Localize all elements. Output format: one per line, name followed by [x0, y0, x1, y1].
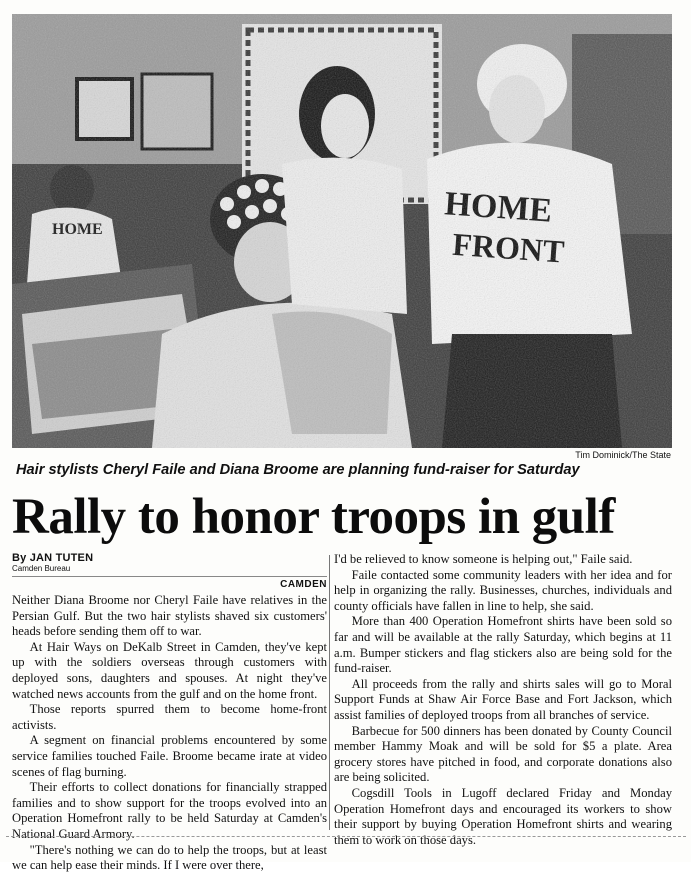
- article-column-1: [12, 552, 327, 874]
- paragraph: Their efforts to collect donations for financially strapped families and to show support for the troops evolved into an Operation Homefront rally to be held Saturday at Camden's National Guard Armory.: [12, 780, 327, 841]
- headline: Rally to honor troops in gulf: [12, 489, 615, 545]
- dateline: CAMDEN: [12, 576, 327, 592]
- paragraph: More than 400 Operation Homefront shirts have been sold so far and will be available at the rally Saturday, which begins at 11 a.m. Bumper stickers and flag stickers also are being sold for the fund-raiser.: [334, 614, 672, 676]
- paragraph: All proceeds from the rally and shirts sales will go to Moral Support Funds at Shaw Air Force Base and Fort Jackson, which assist families of deployed troops from all branches of service.: [334, 676, 672, 722]
- paragraph: Those reports spurred them to become home-front activists.: [12, 702, 327, 732]
- news-photo: [12, 14, 672, 448]
- byline: By JAN TUTEN: [12, 552, 94, 564]
- column-divider: [329, 555, 330, 830]
- paragraph: Neither Diana Broome nor Cheryl Faile have relatives in the Persian Gulf. But the two hair stylists shaved six customers' heads before sending them off to war.: [12, 593, 327, 639]
- paragraph: Cogsdill Tools in Lugoff declared Friday and Monday Operation Homefront days and encouraged its workers to show their support by buying Operation Homefront shirts and wearing them to work on those days.: [334, 785, 672, 847]
- paragraph: Faile contacted some community leaders with her idea and for help in organizing the rally. Businesses, churches, individuals and county officials have fallen in line to help, she said.: [334, 567, 672, 613]
- photo-caption: Hair stylists Cheryl Faile and Diana Broome are planning fund-raiser for Saturday: [16, 462, 580, 478]
- paragraph: Barbecue for 500 dinners has been donated by County Council member Hammy Moak and will be sold for $5 a plate. Area grocery stores have pitched in food, and corporate donations also are being solicited.: [334, 723, 672, 785]
- paragraph: A segment on financial problems encountered by some service families touched Faile. Broome became irate at video scenes of flag burning.: [12, 733, 327, 779]
- byline-bureau: Camden Bureau: [12, 564, 71, 573]
- photo-illustration: [12, 14, 672, 448]
- article-column-2: [334, 552, 672, 848]
- clipping-edge: [6, 836, 686, 838]
- paragraph: "There's nothing we can do to help the troops, but at least we can help ease their minds. If I were over there,: [12, 842, 327, 873]
- paragraph: I'd be relieved to know someone is helping out," Faile said.: [334, 552, 633, 566]
- photo-credit: Tim Dominick/The State: [575, 450, 671, 460]
- paragraph: At Hair Ways on DeKalb Street in Camden, they've kept up with the soldiers overseas through customers with deployed sons, daughters and spouses. At night they've watched news accounts from the gulf and on the home front.: [12, 639, 327, 701]
